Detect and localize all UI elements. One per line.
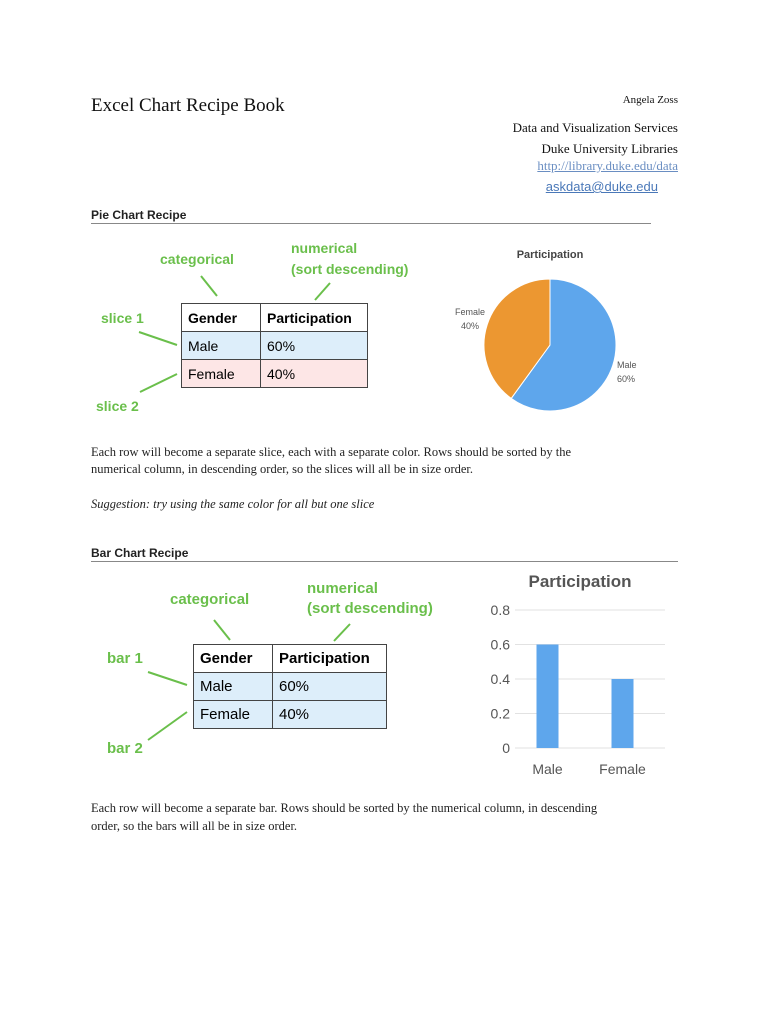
table-cell: Female — [194, 701, 273, 729]
y-tick-label: 0.8 — [490, 602, 510, 618]
table-row — [194, 673, 387, 701]
table-cell: Female — [182, 360, 261, 388]
table-header-gender: Gender — [182, 304, 261, 332]
bar-section-heading: Bar Chart Recipe — [91, 546, 189, 560]
table-row — [194, 701, 387, 729]
pie-label-categorical: categorical — [160, 251, 234, 267]
table-header-row — [182, 304, 368, 332]
pie-data-table — [181, 303, 368, 388]
pie-suggestion: Suggestion: try using the same color for all but one slice — [91, 497, 375, 511]
x-category-label: Male — [532, 761, 563, 777]
table-header-participation: Participation — [261, 304, 368, 332]
data-url-link[interactable]: http://library.duke.edu/data — [537, 158, 678, 173]
pie-chart — [440, 240, 660, 425]
pie-label-sort: (sort descending) — [291, 261, 409, 277]
pie-chart-title: Participation — [516, 249, 584, 261]
bar-data-table — [193, 644, 387, 729]
bar-male — [537, 645, 559, 749]
table-row — [182, 332, 368, 360]
bar-chart — [470, 565, 680, 785]
pie-label-female-value: 40% — [460, 321, 480, 331]
pie-label-male-value: 60% — [617, 374, 636, 384]
pie-label-numerical: numerical — [291, 240, 358, 256]
table-header-gender: Gender — [194, 645, 273, 673]
bar-label-categorical: categorical — [170, 591, 250, 608]
y-tick-label: 0.4 — [490, 671, 510, 687]
table-header-row — [194, 645, 387, 673]
table-cell: Male — [194, 673, 273, 701]
bar-label-sort: (sort descending) — [307, 600, 433, 617]
document-title: Excel Chart Recipe Book — [91, 95, 285, 116]
org-line-1: Data and Visualization Services — [512, 120, 678, 135]
org-line-2: Duke University Libraries — [541, 141, 678, 156]
bar-label-bar-1: bar 1 — [107, 650, 143, 667]
table-row — [182, 360, 368, 388]
table-header-participation: Participation — [273, 645, 387, 673]
bar-label-numerical: numerical — [307, 580, 378, 597]
bar-female — [612, 679, 634, 748]
pie-paragraph-line-2: numerical column, in descending order, so the slices will all be in size order. — [91, 462, 474, 476]
bar-paragraph-line-1: Each row will become a separate bar. Rows should be sorted by the numerical column, in descending — [91, 801, 598, 815]
pie-paragraph-line-1: Each row will become a separate slice, each with a separate color. Rows should be sorted by the — [91, 445, 572, 459]
table-cell: 40% — [273, 701, 387, 729]
pie-label-male-name: Male — [617, 360, 637, 370]
y-tick-label: 0.2 — [490, 705, 510, 722]
pie-label-slice-1: slice 1 — [101, 310, 144, 326]
table-cell: Male — [182, 332, 261, 360]
table-cell: 40% — [261, 360, 368, 388]
x-category-label: Female — [599, 761, 646, 777]
bar-paragraph-line-2: order, so the bars will all be in size order. — [91, 819, 298, 833]
y-tick-label: 0.6 — [490, 636, 510, 653]
bar-label-bar-2: bar 2 — [107, 740, 143, 757]
bar-chart-title: Participation — [528, 572, 632, 591]
author-name: Angela Zoss — [622, 94, 678, 106]
bar-section-divider — [91, 561, 678, 562]
y-tick-label: 0 — [502, 740, 510, 756]
pie-section-heading: Pie Chart Recipe — [91, 208, 187, 222]
email-link[interactable]: askdata@duke.edu — [545, 179, 658, 194]
pie-label-female-name: Female — [454, 307, 486, 317]
table-cell: 60% — [261, 332, 368, 360]
table-cell: 60% — [273, 673, 387, 701]
pie-label-slice-2: slice 2 — [96, 398, 139, 414]
